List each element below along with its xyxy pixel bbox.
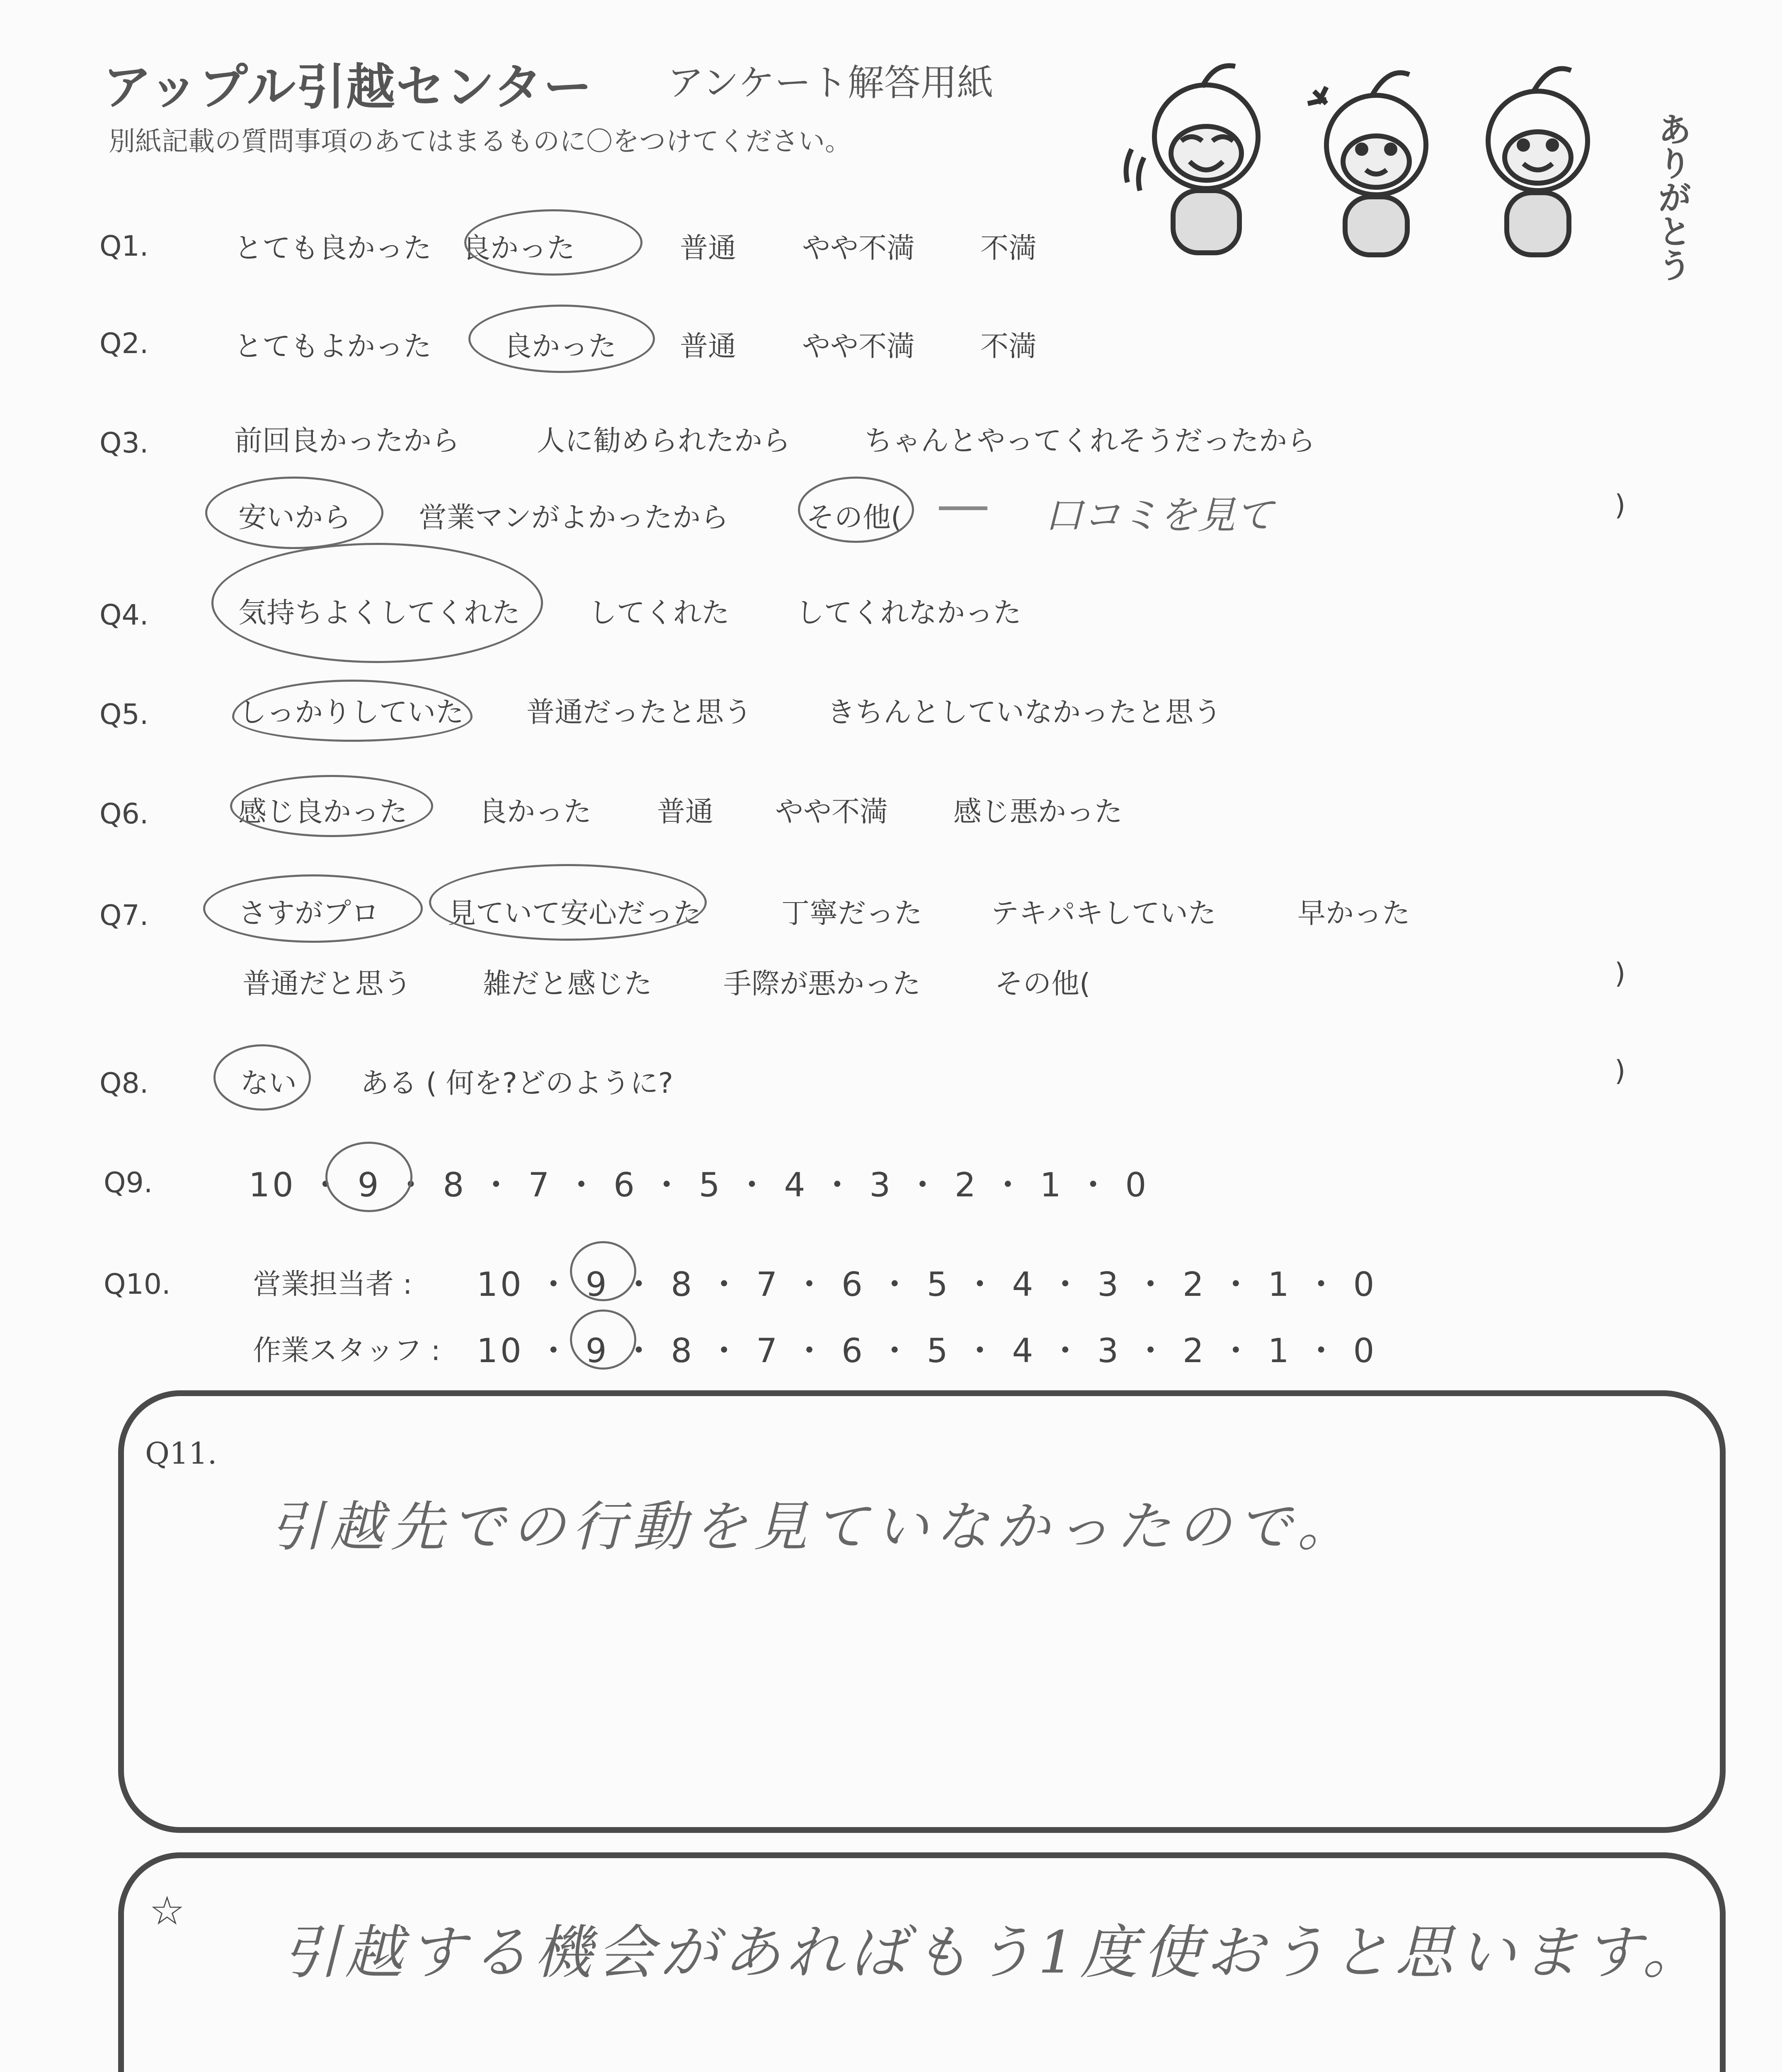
q1-option-good[interactable]: 良かった: [462, 232, 575, 265]
q11-answer-box[interactable]: [118, 1390, 1726, 1833]
q10-staff-label: 作業スタッフ :: [253, 1334, 441, 1367]
q10-sales-score-3[interactable]: 3: [1097, 1265, 1121, 1304]
q9-label: Q9.: [104, 1167, 153, 1199]
q10-staff-selection-circle: [570, 1310, 636, 1370]
q10-sales-score-2[interactable]: 2: [1183, 1265, 1206, 1304]
q7-option-normal[interactable]: 普通だと思う: [242, 968, 412, 1000]
q3-other-handwritten: 口コミを見て: [1045, 493, 1274, 537]
instruction-text: 別紙記載の質問事項のあてはまるものに〇をつけてください。: [109, 126, 851, 157]
q4-option-pleasant[interactable]: 気持ちよくしてくれた: [238, 597, 521, 629]
q7-option-sloppy[interactable]: 雑だと感じた: [483, 968, 652, 1000]
q9-score-4[interactable]: 4: [784, 1166, 808, 1204]
q3-close-paren: ): [1615, 489, 1626, 522]
q9-score-3[interactable]: 3: [869, 1166, 893, 1204]
q10-staff-score-1[interactable]: 1: [1268, 1331, 1292, 1370]
comment-handwritten-answer: 引越する機会があればもう1度使おうと思います。: [282, 1919, 1705, 1987]
q8-label: Q8.: [99, 1067, 149, 1100]
scale-separator: ・: [865, 1331, 927, 1370]
scale-separator: ・: [780, 1265, 841, 1304]
q2-option-slightly-dissatisfied[interactable]: やや不満: [802, 330, 915, 363]
form-subtitle: アンケート解答用紙: [667, 61, 994, 104]
q11-label: Q11.: [145, 1436, 217, 1471]
q3-selection-circle-other: [798, 477, 914, 543]
q7-option-clumsy[interactable]: 手際が悪かった: [723, 968, 921, 1000]
q7-option-reassuring[interactable]: 見ていて安心だった: [448, 897, 702, 930]
q4-option-did-not[interactable]: してくれなかった: [796, 597, 1022, 629]
scale-separator: ・: [1291, 1331, 1353, 1370]
q10-staff-score-8[interactable]: 8: [671, 1331, 695, 1370]
q10-staff-score-6[interactable]: 6: [841, 1331, 865, 1370]
q6-option-pleasant[interactable]: 感じ良かった: [238, 796, 408, 828]
q9-score-6[interactable]: 6: [613, 1166, 637, 1204]
q2-label: Q2.: [99, 327, 149, 360]
scale-separator: ・: [807, 1166, 870, 1204]
q3-selection-circle-cheap: [205, 477, 383, 549]
q3-option-reliable[interactable]: ちゃんとやってくれそうだったから: [864, 425, 1316, 457]
q10-label: Q10.: [104, 1268, 171, 1301]
q10-staff-score-0[interactable]: 0: [1353, 1331, 1377, 1370]
q10-staff-score-2[interactable]: 2: [1183, 1331, 1206, 1370]
q8-selection-circle: [213, 1044, 311, 1111]
q6-option-good[interactable]: 良かった: [479, 796, 592, 828]
form-title: アップル引越センター: [103, 58, 593, 116]
q10-sales-score-8[interactable]: 8: [671, 1265, 695, 1304]
q1-option-dissatisfied[interactable]: 不満: [980, 232, 1037, 265]
q7-selection-circle-professional: [203, 874, 423, 943]
monkey-mascot-smiling: [1488, 69, 1588, 255]
q7-option-fast[interactable]: 早かった: [1297, 897, 1411, 930]
q4-selection-circle: [211, 543, 543, 663]
q5-option-solid[interactable]: しっかりしていた: [238, 696, 464, 729]
q9-score-9[interactable]: 9: [357, 1166, 381, 1204]
q9-score-5[interactable]: 5: [698, 1166, 722, 1204]
q10-sales-score-0[interactable]: 0: [1353, 1265, 1377, 1304]
q6-label: Q6.: [99, 798, 149, 830]
q3-option-cheap[interactable]: 安いから: [238, 501, 352, 534]
q9-score-2[interactable]: 2: [955, 1166, 978, 1204]
q7-close-paren: ): [1615, 957, 1626, 990]
scale-separator: ・: [780, 1331, 841, 1370]
q3-option-sales-good[interactable]: 営業マンがよかったから: [419, 501, 729, 534]
scale-separator: ・: [694, 1331, 756, 1370]
scale-separator: ・: [865, 1265, 927, 1304]
q3-option-other[interactable]: その他(: [806, 501, 902, 534]
scale-separator: ・: [893, 1166, 955, 1204]
monkey-mascot-shy: [1308, 73, 1426, 255]
q7-option-other[interactable]: その他(: [995, 968, 1091, 1000]
q7-option-polite[interactable]: 丁寧だった: [781, 897, 923, 930]
q7-option-efficient[interactable]: テキパキしていた: [991, 897, 1217, 930]
scale-separator: ・: [1121, 1265, 1183, 1304]
q8-option-some[interactable]: ある ( 何を?どのように?: [361, 1067, 673, 1100]
q9-score-1[interactable]: 1: [1040, 1166, 1064, 1204]
q6-option-unpleasant[interactable]: 感じ悪かった: [953, 796, 1123, 828]
q8-close-paren: ): [1615, 1055, 1626, 1087]
scale-separator: ・: [1291, 1265, 1353, 1304]
scale-separator: ・: [1206, 1331, 1268, 1370]
q5-option-not-proper[interactable]: きちんとしていなかったと思う: [827, 696, 1222, 729]
q10-staff-score-4[interactable]: 4: [1012, 1331, 1036, 1370]
q3-option-previous-good[interactable]: 前回良かったから: [234, 425, 460, 457]
q10-staff-score-5[interactable]: 5: [926, 1331, 950, 1370]
q10-sales-score-4[interactable]: 4: [1012, 1265, 1036, 1304]
q7-selection-circle-reassuring: [429, 864, 707, 941]
scale-separator: ・: [950, 1265, 1012, 1304]
q2-option-good[interactable]: 良かった: [504, 330, 617, 363]
q8-option-none[interactable]: ない: [240, 1067, 297, 1100]
monkey-mascot-laughing: [1126, 66, 1258, 253]
q10-sales-score-7[interactable]: 7: [756, 1265, 780, 1304]
q2-selection-circle: [468, 305, 655, 373]
scale-separator: ・: [552, 1166, 613, 1204]
scale-separator: ・: [694, 1265, 756, 1304]
q4-option-did[interactable]: してくれた: [589, 597, 730, 629]
scale-separator: ・: [722, 1166, 784, 1204]
thank-you-text: ありがとう: [1652, 112, 1692, 282]
q1-option-normal[interactable]: 普通: [680, 232, 737, 265]
q10-staff-score-10[interactable]: 10: [477, 1331, 524, 1370]
q10-staff-score-9[interactable]: 9: [585, 1331, 609, 1370]
scale-separator: ・: [978, 1166, 1040, 1204]
q9-score-8[interactable]: 8: [443, 1166, 467, 1204]
scale-separator: ・: [381, 1166, 443, 1204]
q2-option-dissatisfied[interactable]: 不満: [980, 330, 1037, 363]
q10-staff-score-3[interactable]: 3: [1097, 1331, 1121, 1370]
scale-separator: ・: [1063, 1166, 1125, 1204]
scale-separator: ・: [609, 1265, 671, 1304]
scale-separator: ・: [296, 1166, 358, 1204]
q9-score-10[interactable]: 10: [249, 1166, 296, 1204]
scale-separator: ・: [1206, 1265, 1268, 1304]
q5-label: Q5.: [99, 698, 149, 731]
q6-option-slightly-dissatisfied[interactable]: やや不満: [775, 796, 888, 828]
q10-sales-selection-circle: [570, 1241, 636, 1301]
q2-option-very-good[interactable]: とてもよかった: [234, 330, 432, 363]
q1-option-very-good[interactable]: とても良かった: [234, 232, 432, 265]
q10-staff-score-7[interactable]: 7: [756, 1331, 780, 1370]
q3-crossed-out-text: [939, 485, 987, 529]
q10-sales-score-1[interactable]: 1: [1268, 1265, 1292, 1304]
comment-star-label: ☆: [149, 1888, 185, 1934]
q10-sales-score-9[interactable]: 9: [585, 1265, 609, 1304]
scale-separator: ・: [466, 1166, 529, 1204]
q3-option-recommended[interactable]: 人に勧められたから: [537, 425, 791, 457]
q4-label: Q4.: [99, 599, 149, 632]
scale-separator: ・: [1035, 1265, 1098, 1304]
q5-option-normal[interactable]: 普通だったと思う: [526, 696, 752, 729]
q7-option-professional[interactable]: さすがプロ: [238, 897, 380, 930]
q9-score-7[interactable]: 7: [528, 1166, 552, 1204]
monkey-mascots-illustration: [1119, 58, 1658, 274]
q7-label: Q7.: [99, 899, 149, 932]
q11-handwritten-answer: 引越先での行動を見ていなかったので。: [269, 1495, 1358, 1558]
scale-separator: ・: [1035, 1331, 1098, 1370]
q10-sales-score-6[interactable]: 6: [841, 1265, 865, 1304]
q10-sales-score-5[interactable]: 5: [926, 1265, 950, 1304]
q9-selection-circle: [325, 1142, 412, 1212]
scale-separator: ・: [1121, 1331, 1183, 1370]
q6-selection-mark: [230, 775, 433, 837]
q6-option-normal[interactable]: 普通: [657, 796, 714, 828]
q1-label: Q1.: [99, 230, 149, 263]
q2-option-normal[interactable]: 普通: [680, 330, 737, 363]
q10-sales-score-10[interactable]: 10: [477, 1265, 524, 1304]
scale-separator: ・: [637, 1166, 699, 1204]
q10-sales-label: 営業担当者 :: [253, 1268, 412, 1301]
q1-selection-circle: [464, 209, 642, 276]
scale-separator: ・: [524, 1331, 586, 1370]
scale-separator: ・: [524, 1265, 586, 1304]
q9-score-0[interactable]: 0: [1125, 1166, 1149, 1204]
q3-label: Q3.: [99, 427, 149, 460]
scale-separator: ・: [609, 1331, 671, 1370]
q1-option-slightly-dissatisfied[interactable]: やや不満: [802, 232, 915, 265]
q5-selection-mark: [232, 680, 473, 742]
scale-separator: ・: [950, 1331, 1012, 1370]
